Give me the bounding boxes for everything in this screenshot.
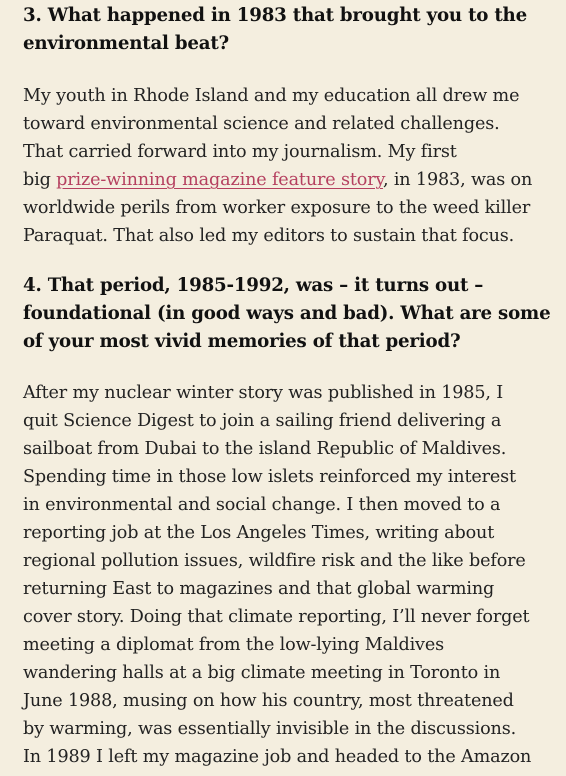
answer-4-line: After my nuclear winter story was published in 1985, I: [23, 383, 504, 403]
answer-4-line: returning East to magazines and that global warming: [23, 579, 495, 599]
answer-4-line: reporting job at the Los Angeles Times, writing about: [23, 523, 495, 543]
question-4-heading: [23, 272, 550, 356]
answer-4-line: quit Science Digest to join a sailing friend delivering a: [23, 411, 502, 431]
question-3-heading: [23, 2, 527, 58]
question-3-line: 3. What happened in 1983 that brought you to the: [23, 5, 527, 26]
link-prefix-text: big: [23, 170, 57, 190]
prize-winning-story-link[interactable]: prize-winning magazine feature story: [56, 170, 383, 190]
answer-3-line: Paraquat. That also led my editors to sustain that focus.: [23, 226, 515, 246]
answer-4-line: wandering halls at a big climate meeting in Toronto in: [23, 663, 501, 683]
answer-3-line: My youth in Rhode Island and my education all drew me: [23, 86, 520, 106]
question-3-line: environmental beat?: [23, 33, 230, 54]
question-4-line: of your most vivid memories of that period?: [23, 331, 461, 352]
answer-4-line: by warming, was essentially invisible in the discussions.: [23, 719, 517, 739]
answer-3-line: toward environmental science and related challenges.: [23, 114, 500, 134]
answer-3-link-line: [23, 166, 532, 194]
answer-4-line: June 1988, musing on how his country, most threatened: [23, 691, 514, 711]
link-suffix-text: , in 1983, was on: [382, 170, 533, 190]
answer-4-paragraph: [23, 379, 531, 771]
answer-4-line: in environmental and social change. I then moved to a: [23, 495, 501, 515]
answer-4-line: regional pollution issues, wildfire risk and the like before: [23, 551, 526, 571]
answer-4-line: meeting a diplomat from the low-lying Maldives: [23, 635, 444, 655]
answer-4-line: sailboat from Dubai to the island Republic of Maldives.: [23, 439, 507, 459]
answer-4-line: cover story. Doing that climate reporting, I’ll never forget: [23, 607, 530, 627]
answer-3-paragraph: [23, 82, 532, 250]
answer-3-line: worldwide perils from worker exposure to the weed killer: [23, 198, 531, 218]
answer-4-line: In 1989 I left my magazine job and headed to the Amazon: [23, 747, 532, 767]
question-4-line: 4. That period, 1985-1992, was – it turns out –: [23, 275, 484, 296]
answer-3-line: That carried forward into my journalism. My first: [23, 142, 457, 162]
question-4-line: foundational (in good ways and bad). What are some: [23, 303, 551, 324]
answer-4-line: Spending time in those low islets reinforced my interest: [23, 467, 516, 487]
